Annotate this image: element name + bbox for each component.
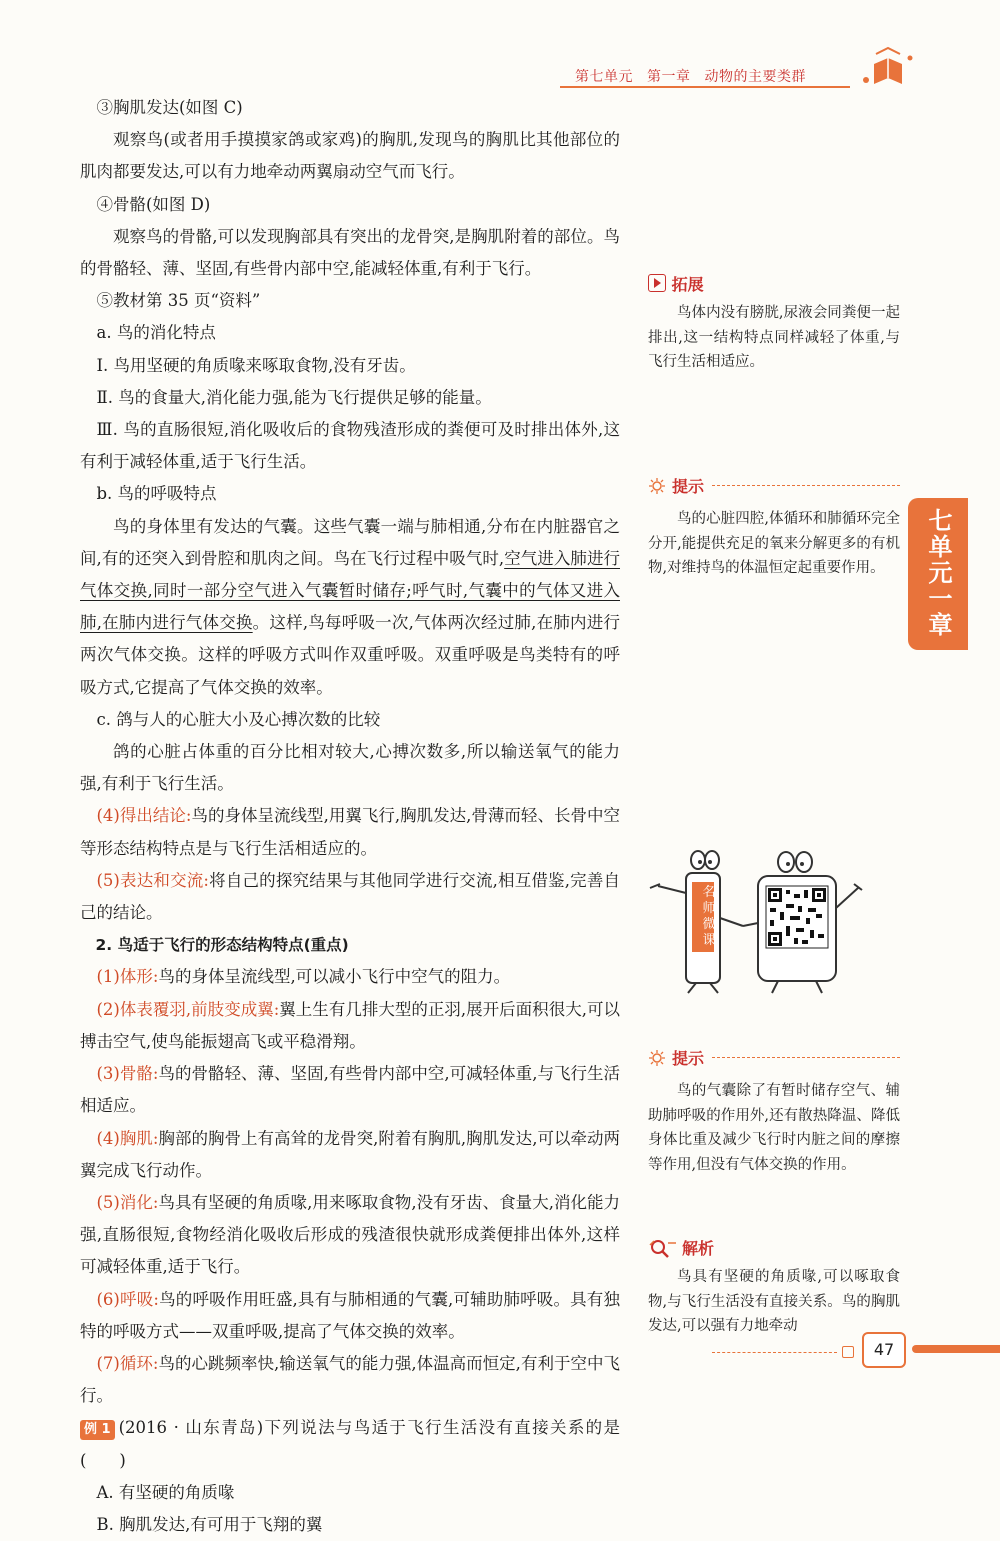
tip-text-1: 鸟的心脏四腔,体循环和肺循环完全分开,能提供充足的氧来分解更多的有机物,对维持鸟的体温恒定起重要作用。 [648,511,900,576]
conclusion-label: (4)得出结论: [96,806,192,826]
conclusion: (4)得出结论:鸟的身体呈流线型,用翼飞行,胸肌发达,骨薄而轻、长骨中空等形态结构特点是与飞行生活相适应的。 [80,806,620,858]
feature-7: (7)循环:鸟的心跳频率快,输送氧气的能力强,体温高而恒定,有利于空中飞行。 [80,1353,620,1406]
step-chest-muscle: ③胸肌发达(如图 C) [96,98,243,117]
analysis-text: 鸟具有坚硬的角质喙,可以啄取食物,与飞行生活没有直接关系。鸟的胸肌发达,可以强有力地牵动 [648,1269,900,1334]
footer-rule [712,1352,837,1353]
chest-muscle-text: 观察鸟(或者用手摸摸家鸽或家鸡)的胸肌,发现鸟的胸肌比其他部位的肌肉都要发达,可以有力地牵动两翼扇动空气而飞行。 [80,130,620,182]
respiration-underlined: 空气进入肺进行气体交换,同时一部分空气进入气囊暂时储存;呼气时,气囊中的气体又进入肺,在肺内进行气体交换 [80,548,620,633]
tip-heading-1: 提示 [648,474,900,497]
footer-square [842,1346,854,1358]
qr-mascot-illustration [648,848,878,998]
expand-heading: 拓展 [648,272,900,295]
feature-6: (6)呼吸:鸟的呼吸作用旺盛,具有与肺相通的气囊,可辅助肺呼吸。具有独特的呼吸方式——双重呼吸,提高了气体交换的效率。 [80,1289,620,1341]
running-header [575,66,820,86]
header-chapter: 第一章 [647,69,691,85]
analysis-box [648,1236,900,1339]
main-content [80,92,620,1541]
feature-1: (1)体形:鸟的身体呈流线型,可以减小飞行中空气的阻力。 [96,967,511,987]
step-material: ⑤教材第 35 页“资料” [96,291,261,311]
footer-bar [912,1345,1000,1353]
unit-tab-label: 七单元一章 [924,508,952,638]
skeleton-text: 观察鸟的骨骼,可以发现胸部具有突出的龙骨突,是胸肌附着的部位。鸟的骨骼轻、薄、坚固,有些骨内部中空,能减轻体重,有利于飞行。 [80,226,620,279]
example-question: 例 1 (2016 · 山东青岛)下列说法与鸟适于飞行生活没有直接关系的是( ) [80,1418,620,1470]
tip-heading-2: 提示 [648,1046,900,1069]
option-a: A. 有坚硬的角质喙 [96,1482,235,1502]
feature-4: (4)胸肌:胸部的胸骨上有高耸的龙骨突,附着有胸肌,胸肌发达,可以牵动两翼完成飞行动作。 [80,1128,620,1180]
feature-3: (3)骨骼:鸟的骨骼轻、薄、坚固,有些骨内部中空,可减轻体重,与飞行生活相适应。 [80,1064,620,1116]
expand-box [648,272,900,375]
feature-5: (5)消化:鸟具有坚硬的角质喙,用来啄取食物,没有牙齿、食量大,消化能力强,直肠很短,食物经消化吸收后形成的残渣很快就形成粪便排出体外,这样可减轻体重,适于飞行。 [80,1192,620,1277]
book-icon [858,44,918,88]
tip-box-1 [648,474,900,581]
heart-text: 鸽的心脏占体重的百分比相对较大,心搏次数多,所以输送氧气的能力强,有利于飞行生活。 [80,742,620,794]
exchange: (5)表达和交流:将自己的探究结果与其他同学进行交流,相互借鉴,完善自己的结论。 [80,870,620,923]
respiration-text: 鸟的身体里有发达的气囊。这些气囊一端与肺相通,分布在内脏器官之间,有的还突入到骨腔和肌肉之间。鸟在飞行过程中吸气时,空气进入肺进行气体交换,同时一部分空气进入气囊暂时储存;呼气时,气囊中的气体又进入肺,在肺内进行气体交换。这样,鸟每呼吸一次,气体两次经过肺,在肺内进行两次气体交换。这样的呼吸方式叫作双重呼吸。双重呼吸是鸟类特有的呼吸方式,它提高了气体交换的效率。 [80,516,620,697]
respiration-title: b. 鸟的呼吸特点 [96,484,217,504]
feature-2: (2)体表覆羽,前肢变成翼:翼上生有几排大型的正羽,展开后面积很大,可以搏击空气,使鸟能振翅高飞或平稳滑翔。 [80,999,620,1051]
analysis-heading: 解析 [648,1236,900,1259]
header-topic: 动物的主要类群 [704,69,806,85]
example-badge: 例 1 [80,1420,115,1440]
qr-label: 名师微课 [702,885,716,948]
header-rule [560,86,850,88]
tip-dash [712,1057,900,1058]
digestion-item-1: Ⅰ. 鸟用坚硬的角质喙来啄取食物,没有牙齿。 [96,355,416,375]
expand-text: 鸟体内没有膀胱,尿液会同粪便一起排出,这一结构特点同样减轻了体重,与飞行生活相适应。 [648,305,900,370]
magnifier-icon [648,1237,678,1259]
exchange-label: (5)表达和交流: [96,870,209,890]
digestion-title: a. 鸟的消化特点 [96,323,216,343]
step-skeleton: ④骨骼(如图 D) [96,194,211,214]
section-2-title: 2. 鸟适于飞行的形态结构特点(重点) [95,936,349,955]
lightbulb-icon [648,477,666,495]
digestion-item-2: Ⅱ. 鸟的食量大,消化能力强,能为飞行提供足够的能量。 [96,387,492,407]
heart-title: c. 鸽与人的心脏大小及心搏次数的比较 [96,709,381,729]
header-unit: 第七单元 [575,69,633,85]
tip-text-2: 鸟的气囊除了有暂时储存空气、辅助肺呼吸的作用外,还有散热降温、降低身体比重及减少飞行时内脏之间的摩擦等作用,但没有气体交换的作用。 [648,1083,900,1173]
page-number: 47 [862,1332,906,1368]
tip-dash [712,485,900,486]
option-b: B. 胸肌发达,有可用于飞翔的翼 [96,1514,323,1534]
digestion-item-3: Ⅲ. 鸟的直肠很短,消化吸收后的食物残渣形成的粪便可及时排出体外,这有利于减轻体重,适于飞行生活。 [80,420,620,472]
lightbulb-icon [648,1049,666,1067]
tip-box-2 [648,1046,900,1177]
play-icon [648,274,666,292]
